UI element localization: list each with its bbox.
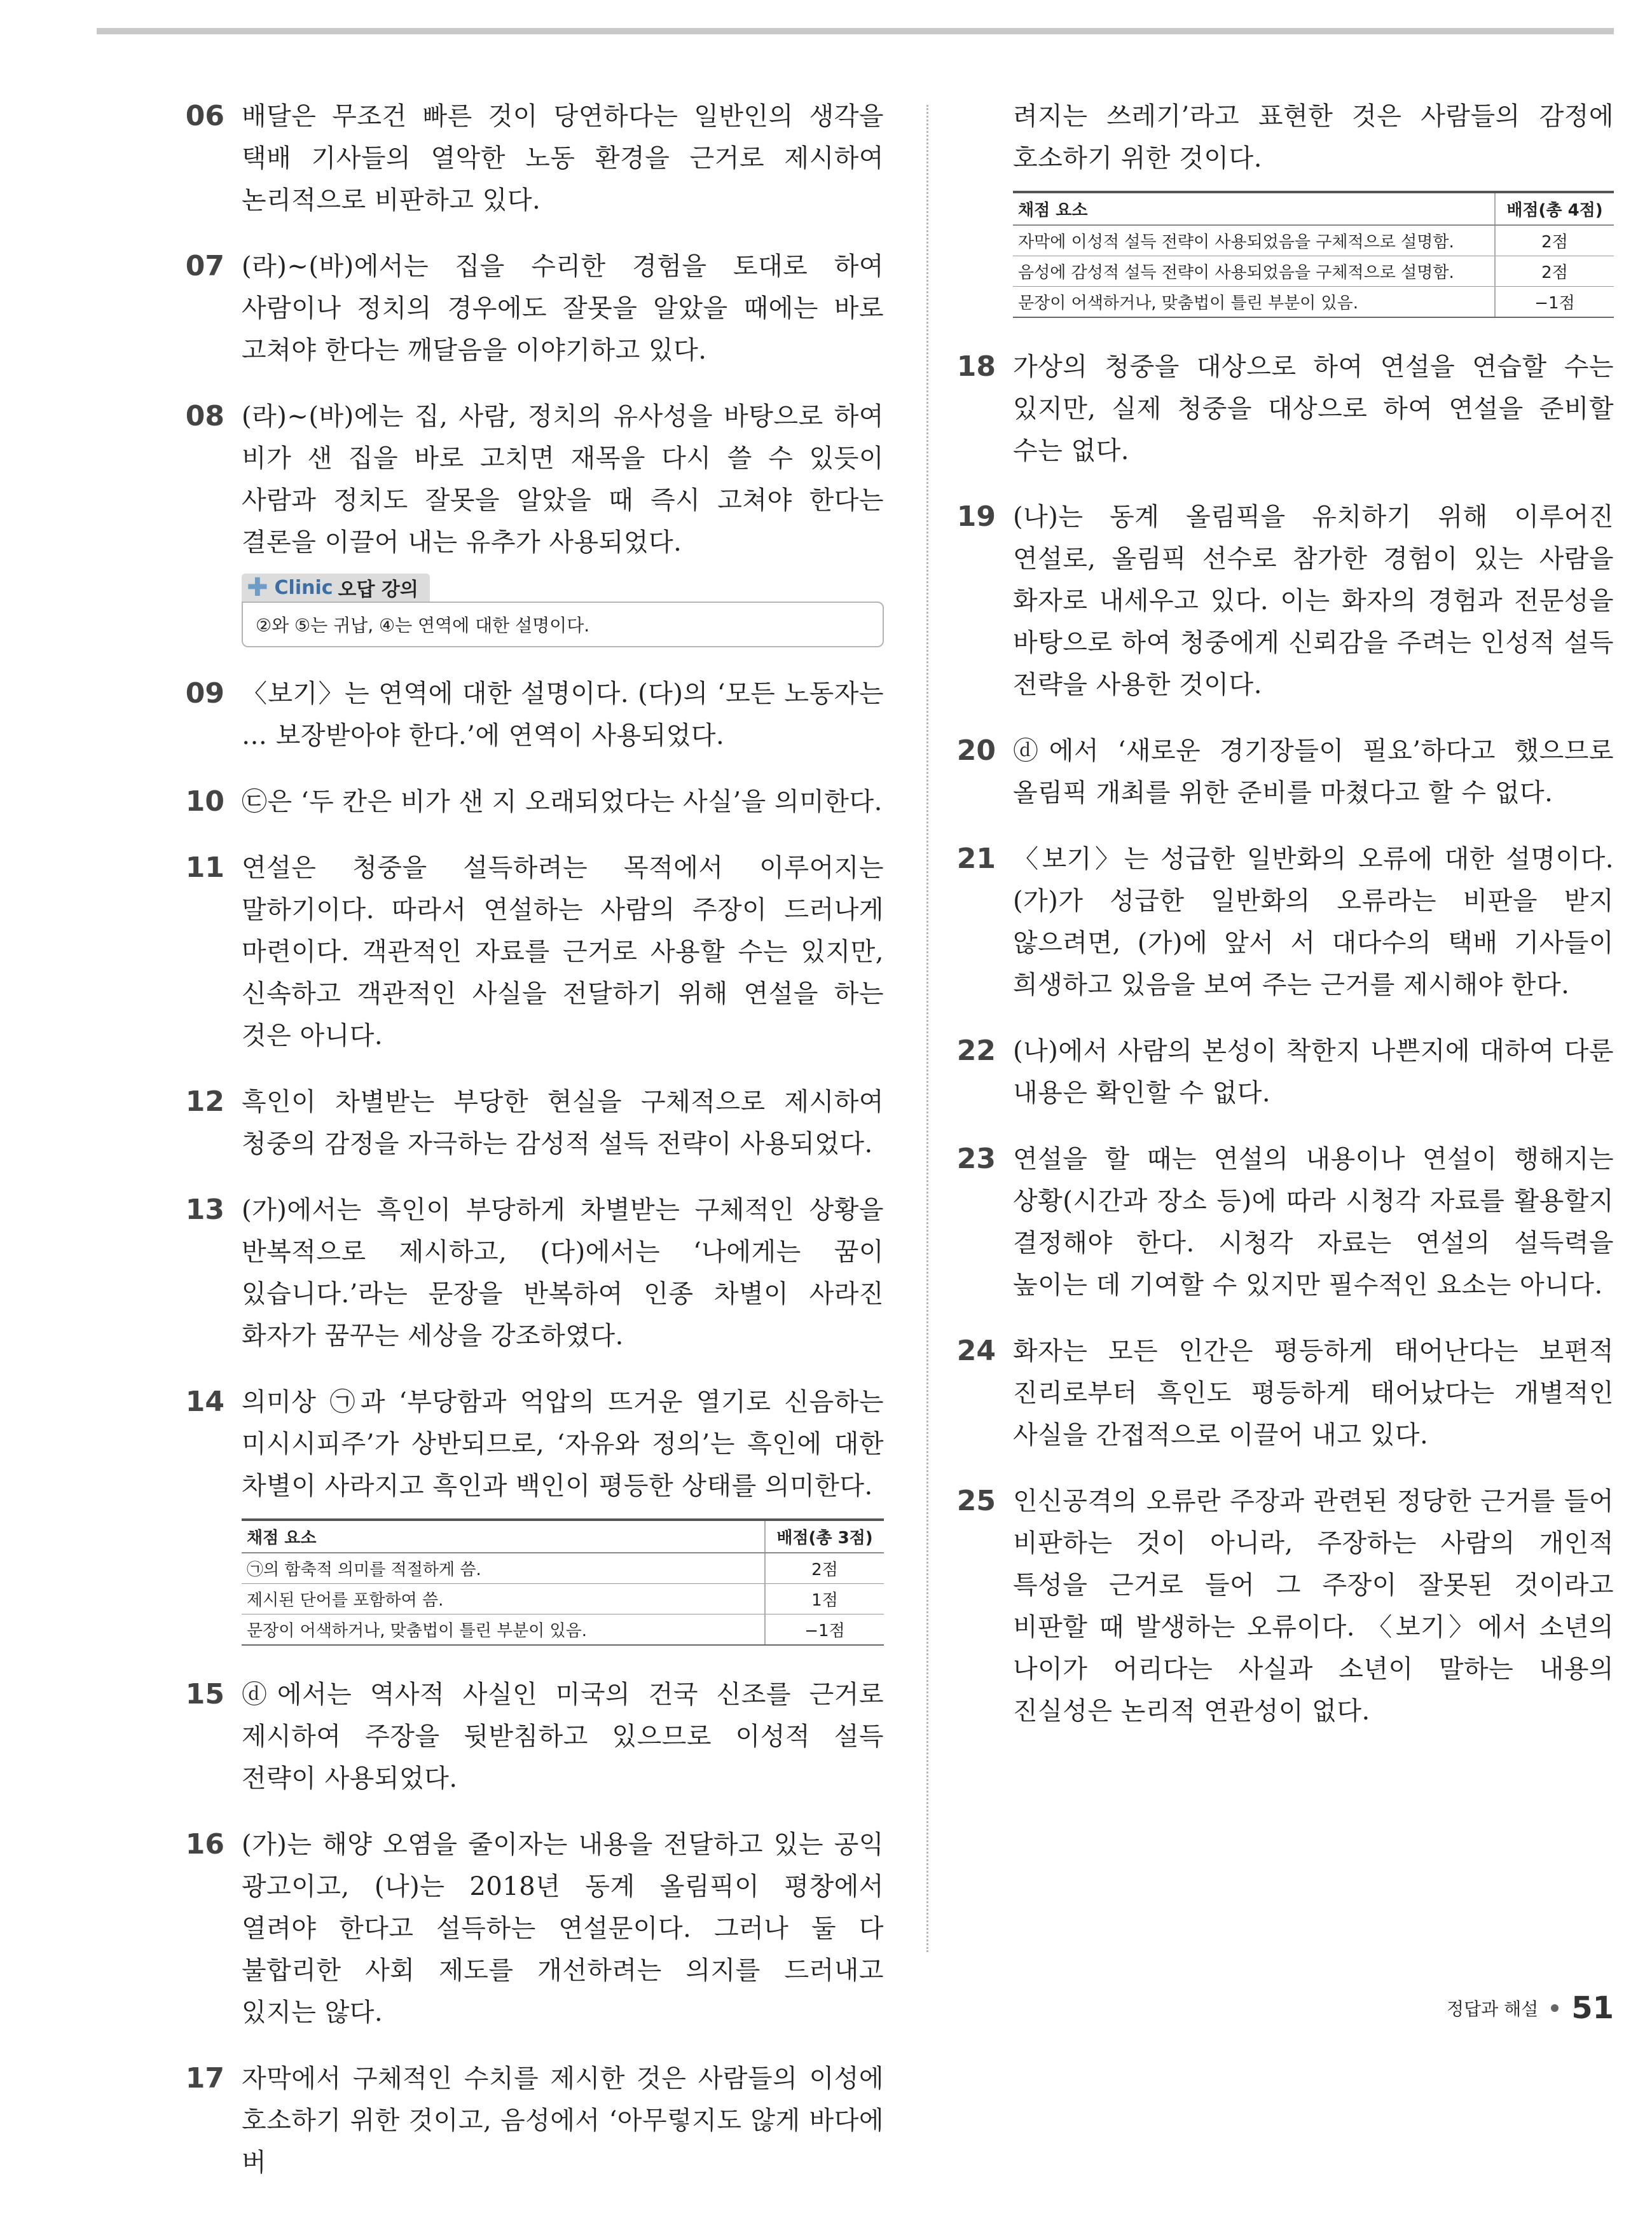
item-number: 17 xyxy=(185,2062,224,2095)
answer-item-11 xyxy=(185,847,884,1057)
item-text: 흑인이 차별받는 부당한 현실을 구체적으로 제시하여 청중의 감정을 자극하는 감성적 설득 전략이 사용되었다. xyxy=(242,1087,884,1159)
item-text: 연설은 청중을 설득하려는 목적에서 이루어지는 말하기이다. 따라서 연설하는 사람의 주장이 드러나게 마련이다. 객관적인 자료를 근거로 사용할 수는 있지만, 신속하고 객관적인 사실을 전달하기 위해 연설을 하는 것은 아니다. xyxy=(242,853,884,1050)
item-number: 07 xyxy=(185,250,224,282)
answer-item-25 xyxy=(956,1480,1614,1732)
item-text: (가)는 해양 오염을 줄이자는 내용을 전달하고 있는 공익 광고이고, (나)는 2018년 동계 올림픽이 평창에서 열려야 한다고 설득하는 연설문이다. 그러나 둘 다 불합리한 사회 제도를 개선하려는 의지를 드러내고 있지는 않다. xyxy=(242,1830,884,2027)
item-number: 18 xyxy=(956,350,996,383)
item-number: 12 xyxy=(185,1085,224,1118)
item-number: 16 xyxy=(185,1828,224,1861)
item-text: (라)~(바)에서는 집을 수리한 경험을 토대로 하여 사람이나 정치의 경우에도 잘못을 알았을 때에는 바로 고쳐야 한다는 깨달음을 이야기하고 있다. xyxy=(242,252,884,365)
item-text: 〈보기〉는 성급한 일반화의 오류에 대한 설명이다. (가)가 성급한 일반화의 오류라는 비판을 받지 않으려면, (가)에 앞서 서 대다수의 택배 기사들이 희생하고 있음을 보여 주는 근거를 제시해야 한다. xyxy=(1013,844,1614,1000)
item-text: (나)에서 사람의 본성이 착한지 나쁜지에 대하여 다룬 내용은 확인할 수 없다. xyxy=(1013,1036,1614,1108)
top-rule xyxy=(97,28,1614,34)
item-text: (가)에서는 흑인이 부당하게 차별받는 구체적인 상황을 반복적으로 제시하고, (다)에서는 ‘나에게는 꿈이 있습니다.’라는 문장을 반복하여 인종 차별이 사라진 화자가 꿈꾸는 세상을 강조하였다. xyxy=(242,1195,884,1351)
table-row xyxy=(242,1584,884,1614)
item-number: 13 xyxy=(185,1194,224,1226)
clinic-title: 오답 강의 xyxy=(338,579,418,601)
item-text: 자막에서 구체적인 수치를 제시한 것은 사람들의 이성에 호소하기 위한 것이고, 음성에서 ‘아무렇지도 않게 바다에 버 xyxy=(242,2064,884,2177)
item-number: 08 xyxy=(185,400,224,432)
header-points: 배점(총 4점) xyxy=(1495,192,1614,225)
item-text: (나)는 동계 올림픽을 유치하기 위해 이루어진 연설로, 올림픽 선수로 참가한 경험이 있는 사람을 화자로 내세우고 있다. 이는 화자의 경험과 전문성을 바탕으로 하여 청중에게 신뢰감을 주려는 인성적 설득 전략을 사용한 것이다. xyxy=(1013,502,1614,699)
answer-item-15 xyxy=(185,1674,884,1800)
bullet-icon xyxy=(1551,2004,1559,2012)
item-text: 가상의 청중을 대상으로 하여 연설을 연습할 수는 있지만, 실제 청중을 대상으로 하여 연설을 준비할 수는 없다. xyxy=(1013,352,1614,465)
row-item: ㉠의 함축적 의미를 적절하게 씀. xyxy=(242,1553,765,1584)
item-text: ⓓ에서는 역사적 사실인 미국의 건국 신조를 근거로 제시하여 주장을 뒷받침하고 있으므로 이성적 설득 전략이 사용되었다. xyxy=(242,1680,884,1793)
footer-label: 정답과 해설 xyxy=(1447,1999,1539,2020)
item-number: 11 xyxy=(185,851,224,884)
item-number: 21 xyxy=(956,843,996,875)
right-column xyxy=(956,95,1614,1756)
answer-item-23 xyxy=(956,1138,1614,1306)
header-item: 채점 요소 xyxy=(242,1520,765,1553)
table-row xyxy=(1013,225,1614,256)
answer-item-10 xyxy=(185,781,884,823)
item-text: (라)~(바)에는 집, 사람, 정치의 유사성을 바탕으로 하여 비가 샌 집을 바로 고치면 재목을 다시 쓸 수 있듯이 사람과 정치도 잘못을 알았을 때 즉시 고쳐야 한다는 결론을 이끌어 내는 유추가 사용되었다. xyxy=(242,402,884,557)
page-number: 51 xyxy=(1571,1990,1614,2026)
table-row xyxy=(1013,287,1614,318)
column-divider xyxy=(926,105,928,1952)
answer-item-07 xyxy=(185,245,884,371)
row-points: −1점 xyxy=(1495,287,1614,318)
page-footer xyxy=(1447,1990,1614,2026)
plus-icon: ✚ xyxy=(247,573,268,602)
item-number: 24 xyxy=(956,1335,996,1367)
row-item: 음성에 감성적 설득 전략이 사용되었음을 구체적으로 설명함. xyxy=(1013,256,1495,287)
item-text: 인신공격의 오류란 주장과 관련된 정당한 근거를 들어 비판하는 것이 아니라, 주장하는 사람의 개인적 특성을 근거로 들어 그 주장이 잘못된 것이라고 비판할 때 발생하는 오류이다. 〈보기〉에서 소년의 나이가 어리다는 사실과 소년이 말하는 내용의 진실성은 논리적 연관성이 없다. xyxy=(1013,1487,1614,1726)
item-number: 22 xyxy=(956,1035,996,1067)
table-header-row xyxy=(1013,192,1614,225)
row-item: 문장이 어색하거나, 맞춤법이 틀린 부분이 있음. xyxy=(1013,287,1495,318)
item-text: 연설을 할 때는 연설의 내용이나 연설이 행해지는 상황(시간과 장소 등)에 따라 시청각 자료를 활용할지 결정해야 한다. 시청각 자료는 연설의 설득력을 높이는 데 기여할 수 있지만 필수적인 요소는 아니다. xyxy=(1013,1145,1614,1300)
clinic-text: ②와 ⑤는 귀납, ④는 연역에 대한 설명이다. xyxy=(242,602,884,647)
row-points: 2점 xyxy=(1495,225,1614,256)
left-column xyxy=(185,95,884,2208)
table-row xyxy=(1013,256,1614,287)
answer-item-08 xyxy=(185,396,884,563)
item-text: 배달은 무조건 빠른 것이 당연하다는 일반인의 생각을 택배 기사들의 열악한 노동 환경을 근거로 제시하여 논리적으로 비판하고 있다. xyxy=(242,102,884,215)
item-number: 14 xyxy=(185,1386,224,1418)
item-number: 10 xyxy=(185,785,224,818)
answer-item-20 xyxy=(956,730,1614,814)
item-text: ⓓ에서 ‘새로운 경기장들이 필요’하다고 했으므로 올림픽 개최를 위한 준비를 마쳤다고 할 수 없다. xyxy=(1013,736,1614,808)
row-item: 제시된 단어를 포함하여 씀. xyxy=(242,1584,765,1614)
answer-item-13 xyxy=(185,1189,884,1357)
item-number: 25 xyxy=(956,1485,996,1517)
item-number: 15 xyxy=(185,1678,224,1710)
row-item: 문장이 어색하거나, 맞춤법이 틀린 부분이 있음. xyxy=(242,1614,765,1646)
clinic-tab xyxy=(242,574,430,602)
table-row xyxy=(242,1553,884,1584)
answer-item-22 xyxy=(956,1030,1614,1114)
header-points: 배점(총 3점) xyxy=(765,1520,884,1553)
answer-item-16 xyxy=(185,1824,884,2034)
item-text: 화자는 모든 인간은 평등하게 태어난다는 보편적 진리로부터 흑인도 평등하게 태어났다는 개별적인 사실을 간접적으로 이끌어 내고 있다. xyxy=(1013,1337,1614,1450)
row-points: 1점 xyxy=(765,1584,884,1614)
row-points: −1점 xyxy=(765,1614,884,1646)
item-number: 19 xyxy=(956,500,996,533)
answer-item-18 xyxy=(956,346,1614,472)
item-text: 의미상 ㉠과 ‘부당함과 억압의 뜨거운 열기로 신음하는 미시시피주’가 상반되므로, ‘자유와 정의’는 흑인에 대한 차별이 사라지고 흑인과 백인이 평등한 상태를 의미한다. xyxy=(242,1387,884,1501)
answer-item-06 xyxy=(185,95,884,221)
row-points: 2점 xyxy=(765,1553,884,1584)
header-item: 채점 요소 xyxy=(1013,192,1495,225)
table-header-row xyxy=(242,1520,884,1553)
clinic-brand: Clinic xyxy=(274,576,333,599)
answer-item-12 xyxy=(185,1081,884,1165)
item-number: 09 xyxy=(185,677,224,710)
row-points: 2점 xyxy=(1495,256,1614,287)
answer-item-09 xyxy=(185,673,884,757)
answer-item-21 xyxy=(956,838,1614,1006)
item-text: ㉢은 ‘두 칸은 비가 샌 지 오래되었다는 사실’을 의미한다. xyxy=(242,787,883,816)
scoring-table-17 xyxy=(1013,191,1614,318)
table-row xyxy=(242,1614,884,1646)
row-item: 자막에 이성적 설득 전략이 사용되었음을 구체적으로 설명함. xyxy=(1013,225,1495,256)
item-number: 23 xyxy=(956,1143,996,1175)
answer-item-24 xyxy=(956,1330,1614,1456)
answer-item-19 xyxy=(956,496,1614,706)
answer-item-17 xyxy=(185,2058,884,2184)
item-text: 〈보기〉는 연역에 대한 설명이다. (다)의 ‘모든 노동자는 … 보장받아야 한다.’에 연역이 사용되었다. xyxy=(242,679,884,750)
clinic-box xyxy=(242,574,884,647)
item-number: 06 xyxy=(185,100,224,132)
item-17-continuation: 려지는 쓰레기’라고 표현한 것은 사람들의 감정에 호소하기 위한 것이다. xyxy=(1013,102,1614,173)
answer-item-14 xyxy=(185,1381,884,1507)
item-number: 20 xyxy=(956,734,996,767)
scoring-table-14 xyxy=(242,1518,884,1646)
